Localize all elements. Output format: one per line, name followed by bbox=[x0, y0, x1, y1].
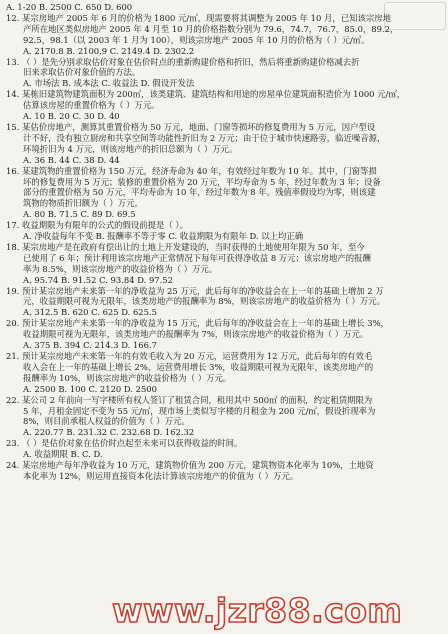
text-line: 92.5，98.1（以 2003 年 1 月为 100），则该宗房地产 2005 年 10 月的价格为（ ）元/㎡。 bbox=[23, 34, 370, 45]
text-line: 12. 某宗房地产 2005 年 6 月的价格为 1800 元/㎡，现需要将其调整为 2005 年 10 月，已知该宗房地 bbox=[6, 12, 391, 23]
text-line: A. 375 B. 394 C. 214.3 D. 166.7 bbox=[23, 340, 157, 351]
document-page bbox=[6, 2, 440, 630]
text-line: A. 95.74 B. 91.52 C. 93.84 D. 97.52 bbox=[23, 274, 173, 285]
text-line: A. 312.5 B. 620 C. 625 D. 625.5 bbox=[23, 307, 157, 318]
text-line: A. 80 B. 71.5 C. 89 D. 69.5 bbox=[23, 209, 136, 220]
text-line: A. 36 B. 44 C. 38 D. 44 bbox=[23, 154, 120, 165]
text-line: 5 年，月租金固定不变为 55 元/㎡，现市场上类似写字楼的月租金为 200 元/㎡，假设折现率为 bbox=[23, 405, 376, 416]
text-line: 15. 某估价房地产，测算其重置价格为 50 万元，地面、门窗等损坏的修复费用为 5 万元，因户型设 bbox=[6, 121, 376, 132]
text-line: 报酬率为 10%，则该宗房地产的收益价格为（ ）万元。 bbox=[23, 372, 232, 383]
text-line: 8%，则目前承租人权益的价值为（ ）万元。 bbox=[23, 416, 190, 427]
text-line: 已使用了 6 年；预计利用该宗房地产正常情况下每年可获得净收益 8 万元；该宗房地产的报酬 bbox=[23, 252, 371, 263]
text-line: 14. 某栋旧建筑物建筑面积为 200㎡，该类建筑、建筑结构和用途的房屋单位建筑面积造价为 1000 元/㎡， bbox=[6, 89, 406, 100]
text-line: A. 1-20 B. 2500 C. 650 D. 600 bbox=[6, 2, 133, 12]
text-line: 率为 8.5%，则该宗房地产的收益价格为（ ）万元。 bbox=[23, 263, 218, 274]
site-watermark: www.jzr88.com bbox=[112, 591, 403, 630]
text-line: 16. 某建筑物的重置价格为 150 万元，经济寿命为 40 年，有效经过年数为 10 年。其中，门窗等损 bbox=[6, 165, 377, 176]
text-line: 21. 预计某宗房地产未来第一年的有效毛收入为 20 万元，运营费用为 12 万元，此后每年的有效毛 bbox=[6, 351, 373, 361]
text-line: A. 220.77 B. 231.32 C. 232.68 D. 162.32 bbox=[23, 427, 195, 438]
text-line: 本化率为 12%，则运用直接资本化法计算该宗房地产的价值为（ ）万元。 bbox=[23, 470, 299, 481]
text-line: A. 净收益每年不变 B. 报酬率不等于零 C. 收益期限为有限年 D. 以上均正确 bbox=[23, 231, 304, 242]
text-line: 坏的修复费用为 5 万元；装修的重置价格为 20 万元，平均寿命为 5 年，经过年数为 3 年；设备 bbox=[23, 176, 381, 187]
text-line: 22. 某公司 2 年前向一写字楼所有权人签订了租赁合同，租用其中 500㎡ 的面积，约定租赁期限为 bbox=[6, 394, 373, 405]
text-line: A. 10 B. 20 C. 30 D. 40 bbox=[23, 111, 120, 122]
text-line: 17. 收益期限为有限年的公式的假设前提是（ ）。 bbox=[6, 220, 188, 231]
text-line: 元，收益期限可视为无限年，该类房地产的报酬率为 8%，则该宗房地产的收益价格为（ ）万元。 bbox=[23, 296, 385, 307]
text-line: A. 2170.8 B. 2100.9 C. 2149.4 D. 2302.2 bbox=[23, 45, 195, 56]
text-line: 20. 预计某宗房地产未来第一年的净收益为 15 万元，此后每年的净收益会在上一年的基础上增长 3%， bbox=[6, 318, 389, 329]
text-line: 产所在地区类似房地产 2005 年 4 月至 10 月的价格指数分别为 79.6，74.7，76.7，85.0，89.2， bbox=[23, 23, 399, 34]
text-line: 部分的重置价格为 50 万元，平均寿命为 10 年，经过年数为 8 年。残值率假设均为零，则该建 bbox=[23, 187, 376, 198]
text-line: A. 市场法 B. 成本法 C. 收益法 D. 假设开发法 bbox=[23, 78, 195, 89]
text-line: 19. 预计某宗房地产未来第一年的净收益为 25 万元，此后每年的净收益会在上一年的基础上增加 2 万 bbox=[6, 285, 384, 296]
text-line: A. 收益期限 B. C. D. bbox=[23, 449, 103, 460]
text-line: 收益期限可视为无限年，该类房地产的报酬率为 7%，则该宗房地产的收益价格为（ ）万元。 bbox=[23, 329, 369, 340]
text-line: 18. 某宗房地产是在政府有偿出让的土地上开发建设的，当时获得的土地使用年限为 50 年，至今 bbox=[6, 241, 365, 252]
text-line: 旧来求取估价对象价值的方法。 bbox=[23, 67, 141, 78]
text-line: 估算该房屋的重置价格为（ ）万元。 bbox=[23, 100, 160, 111]
text-line: 计不好，没有独立厨房和共享空间等功能性折旧为 2 万元；由于位于城市快速路旁，临近噪音源， bbox=[23, 132, 386, 143]
text-line: 筑物的物质折旧额为（ ）万元。 bbox=[23, 198, 143, 209]
text-line: 13. （ ）是先分别求取估价对象在估价时点的重新购建价格和折旧，然后将重新购建价格减去折 bbox=[6, 56, 360, 67]
text-line: A. 2500 B. 100 C. 2120 D. 2500 bbox=[23, 383, 157, 394]
text-line: 24. 某宗房地产每年净收益为 10 万元，建筑物价值为 200 万元，建筑物资本化率为 10%，土地资 bbox=[6, 460, 374, 471]
text-line: 环境折旧为 4 万元，则该房地产的折旧总额为（ ）万元。 bbox=[23, 143, 238, 154]
text-line: 23. （ ）是估价对象在估价时点起至未来可以获得收益的时间。 bbox=[6, 438, 243, 449]
text-line: 收入会在上一年的基础上增长 2%，运营费用增长 3%，收益期限可视为无限年，该类房地产的 bbox=[23, 361, 374, 372]
